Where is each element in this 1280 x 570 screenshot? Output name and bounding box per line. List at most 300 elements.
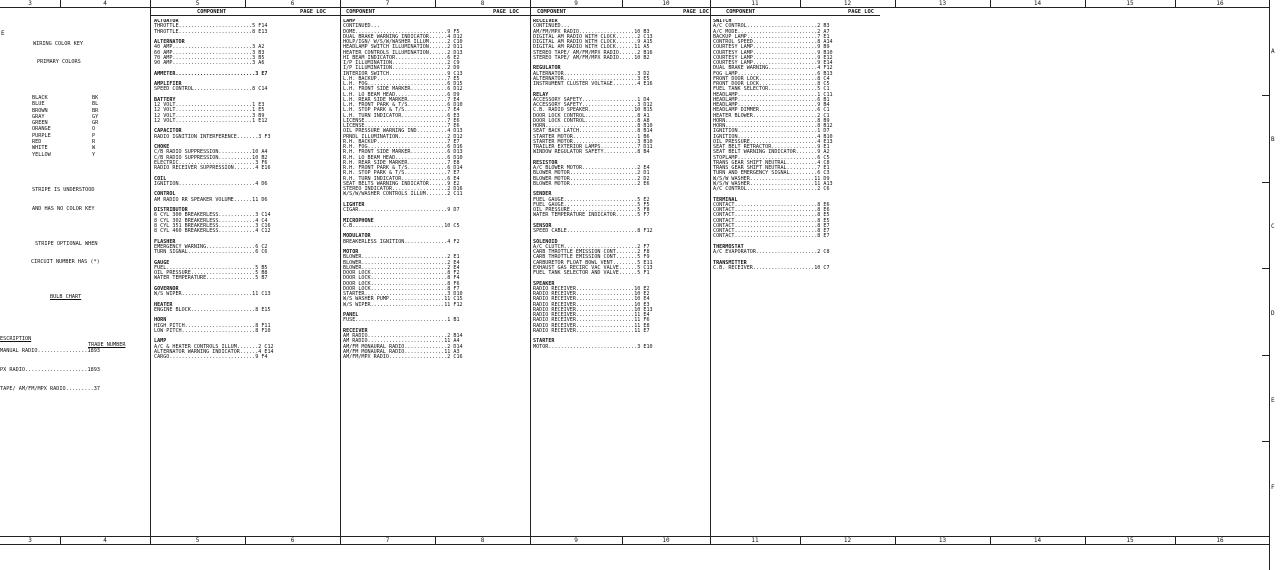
row-tick bbox=[1262, 182, 1270, 183]
index-entry: AM/FM MONAURAL RADIO.............11 A3 bbox=[343, 348, 460, 355]
grid-top-cell: 14 bbox=[1033, 0, 1042, 7]
component-heading: LIGHTER bbox=[343, 201, 365, 208]
index-entry: I/P ILLUMINATION..................2 D9 bbox=[343, 65, 460, 72]
index-entry: W/S WIPER........................11 F12 bbox=[343, 301, 463, 308]
component-heading: THERMOSTAT bbox=[713, 243, 744, 250]
index-entry: HORN..............................8 B10 bbox=[533, 123, 653, 129]
index-entry: R.H. TURN INDICATOR...............6 E4 bbox=[343, 175, 460, 182]
index-entry: DOOR LOCK.........................8 F2 bbox=[343, 270, 460, 276]
component-heading: SOLENOID bbox=[533, 238, 558, 245]
row-letter: D bbox=[1271, 310, 1275, 317]
index-entry: ALTERNATOR........................3 D2 bbox=[533, 70, 650, 77]
index-entry: RADIO RECEIVER...................11 E4 bbox=[533, 312, 650, 318]
row-tick bbox=[1262, 95, 1270, 96]
index-entry: R.H. STOP PARK & T/S..............7 E7 bbox=[343, 170, 460, 177]
component-group bbox=[154, 192, 338, 203]
legend-note: STRIPE IS UNDERSTOOD bbox=[32, 187, 95, 194]
grid-top-cell: 12 bbox=[843, 0, 852, 7]
index-entry: THROTTLE........................8 E13 bbox=[154, 28, 268, 35]
index-entry: RADIO RECEIVER...................10 E3 bbox=[533, 301, 650, 308]
grid-bottom-cell: 3 bbox=[28, 537, 32, 544]
component-heading: SWITCH bbox=[713, 19, 732, 24]
index-entry: HEADLAMP DIMMER...................6 C1 bbox=[713, 107, 830, 114]
index-entry: 12 VOLT.........................1 E3 bbox=[154, 102, 265, 108]
index-entry: W/S/W WASHER.....................11 A13 bbox=[713, 180, 833, 187]
index-entry: W/S WASHER PUMP..................11 C15 bbox=[343, 296, 463, 303]
frame-line bbox=[0, 536, 1270, 537]
index-entry: CONTINUED... bbox=[343, 23, 380, 30]
grid-line bbox=[1085, 0, 1086, 8]
index-entry: A/C CLUTCH........................2 F7 bbox=[533, 243, 650, 250]
index-entry: EXHAUST GAS RECIRC VAC VALVE......5 C13 bbox=[533, 264, 653, 271]
legend-color-code: O bbox=[92, 126, 96, 133]
index-entry: FUEL TANK SELECTOR................5 C1 bbox=[713, 86, 830, 93]
grid-top-cell: 3 bbox=[28, 0, 32, 7]
index-entry: R.H. FRONT PARK & T/S.............6 D14 bbox=[343, 165, 463, 171]
component-heading: SPEAKER bbox=[533, 280, 555, 287]
grid-top-cell: 10 bbox=[662, 0, 670, 7]
index-entry: 70 AMP..........................3 B5 bbox=[154, 54, 265, 61]
index-entry: 8 CYL 460 BREAKERLESS............4 C12 bbox=[154, 228, 271, 234]
grid-top-cell: 13 bbox=[938, 0, 947, 7]
index-entry: STEREO TAPE/ AM/FM/MPX RADIO.....10 B2 bbox=[533, 54, 650, 61]
grid-top-cell: 16 bbox=[1216, 0, 1224, 7]
legend-color-code: W bbox=[92, 145, 96, 152]
index-entry: CARBURETOR FLOAT BOWL VENT........5 E11 bbox=[533, 259, 653, 266]
grid-top-cell: 6 bbox=[290, 0, 295, 7]
index-entry: A/C CONTROL.......................2 C6 bbox=[713, 186, 830, 192]
index-entry: FUEL.............................5 B5 bbox=[154, 264, 268, 271]
index-entry: BACKUP LAMP.......................7 E1 bbox=[713, 33, 830, 40]
index-entry: RADIO IGNITION INTERFERENCE.......3 F3 bbox=[154, 133, 271, 140]
grid-bottom-cell: 9 bbox=[574, 537, 578, 544]
grid-top-cell: 8 bbox=[480, 0, 485, 7]
index-entry: 8 CYL 302 BREAKERLESS............4 C4 bbox=[154, 217, 268, 224]
grid-bottom-cell: 16 bbox=[1216, 537, 1224, 544]
index-entry: 90 AMP..........................3 A6 bbox=[154, 60, 265, 66]
index-entry: A/C & HEATER CONTROLS ILLUM.......2 C12 bbox=[154, 343, 274, 350]
index-entry: TRANS GEAR SHIFT NEUTRAL..........7 E1 bbox=[713, 165, 830, 171]
index-entry: COURTESY LAMP.....................9 B10 bbox=[713, 49, 833, 56]
index-entry: HORN..............................8 B9 bbox=[713, 117, 830, 124]
index-entry: ELECTRIC.........................3 F6 bbox=[154, 159, 268, 166]
index-entry: L.H. TURN INDICATOR...............6 E3 bbox=[343, 112, 460, 119]
index-entry: IGNITION.........................4 D6 bbox=[154, 180, 268, 187]
index-entry: RADIO RECEIVER...................10 E2 bbox=[533, 285, 650, 292]
index-entry: AM RADIO..........................2 B14 bbox=[343, 333, 463, 339]
header-rule bbox=[710, 15, 880, 16]
index-entry: IGNITION..........................1 D7 bbox=[713, 128, 830, 135]
component-group bbox=[343, 219, 528, 230]
legend-color-list bbox=[4, 95, 147, 158]
index-entry: RADIO RECEIVER...................11 E7 bbox=[533, 327, 650, 334]
component-group bbox=[713, 198, 888, 240]
grid-bottom-cell: 12 bbox=[843, 537, 852, 544]
grid-line bbox=[1085, 536, 1086, 545]
index-entry: AM RADIO.........................11 A4 bbox=[343, 338, 460, 345]
component-heading: ALTERNATOR bbox=[154, 39, 185, 45]
grid-line bbox=[1175, 0, 1176, 8]
component-heading: TERMINAL bbox=[713, 196, 738, 203]
component-group bbox=[343, 313, 528, 324]
component-heading: RELAY bbox=[533, 91, 549, 98]
grid-bottom-cell: 10 bbox=[662, 537, 670, 544]
index-entry: HIGH PITCH.......................8 F11 bbox=[154, 322, 271, 329]
index-entry: HEADLAMP..........................6 B1 bbox=[713, 96, 830, 103]
component-group bbox=[533, 19, 708, 61]
index-entry: AM/FM/MPX RADIO..................10 B3 bbox=[533, 28, 650, 35]
component-group bbox=[343, 203, 528, 214]
index-entry: FUSE..............................1 B1 bbox=[343, 317, 460, 324]
header-component: COMPONENT bbox=[537, 9, 567, 15]
index-column-1 bbox=[154, 19, 338, 534]
index-entry: BLOWER............................2 E4 bbox=[343, 259, 460, 266]
index-entry: LICENSE...........................7 E6 bbox=[343, 123, 460, 129]
index-entry: DOME..............................9 F5 bbox=[343, 28, 460, 35]
index-entry: DIGITAL AM RADIO WITH CLOCK.......2 C13 bbox=[533, 33, 653, 40]
grid-top-cell: 15 bbox=[1126, 0, 1134, 7]
index-entry: SEAT BELTS WARNING INDICATOR......9 E2 bbox=[343, 180, 460, 187]
component-heading: REGULATOR bbox=[533, 65, 561, 72]
index-entry: DIGITAL AM RADIO WITH CLOCK.......9 A15 bbox=[533, 39, 653, 45]
legend-color-name: PURPLE bbox=[32, 132, 51, 139]
grid-top-cell: 9 bbox=[574, 0, 578, 7]
index-entry: CONTACT...........................8 E6 bbox=[713, 201, 830, 208]
index-entry: CONTINUED... bbox=[533, 23, 570, 30]
index-entry: HEATER BLOWER.....................2 C1 bbox=[713, 112, 830, 119]
grid-line bbox=[622, 0, 623, 8]
index-entry: THROTTLE........................5 F14 bbox=[154, 23, 268, 30]
component-heading: SENSOR bbox=[533, 222, 552, 229]
index-entry: HOLP/IGN/ W/S/W/WASHER ILLUM......2 C10 bbox=[343, 39, 463, 45]
index-entry: OIL PRESSURE......................5 F8 bbox=[533, 207, 650, 213]
component-heading: HORN bbox=[154, 317, 167, 324]
index-entry: A/C MODE..........................2 A7 bbox=[713, 28, 830, 35]
index-entry: MOTOR.............................3 E10 bbox=[533, 343, 653, 350]
grid-top-cell: 7 bbox=[385, 0, 390, 7]
component-heading: TRANSMITTER bbox=[713, 259, 747, 266]
component-heading: SENDER bbox=[533, 191, 552, 198]
component-heading: ACTUATOR bbox=[154, 19, 179, 24]
header-component: COMPONENT bbox=[197, 9, 227, 15]
index-entry: SPEED CABLE.......................8 F12 bbox=[533, 228, 653, 234]
row-letter: A bbox=[1271, 48, 1275, 55]
index-entry: AM/FM/MPX RADIO...................2 C16 bbox=[343, 354, 463, 360]
index-entry: FOG LAMP..........................6 B13 bbox=[713, 70, 833, 77]
component-group bbox=[154, 177, 338, 188]
legend-color-name: GRAY bbox=[32, 113, 45, 120]
index-entry: CONTACT...........................8 E5 bbox=[713, 212, 830, 219]
index-entry: WATER TEMPERATURE INDICATOR.......5 F7 bbox=[533, 212, 650, 219]
bulb-col-trade-number: TRADE NUMBER bbox=[88, 341, 126, 348]
component-group bbox=[533, 66, 708, 87]
index-entry: ACCESSORY SAFETY..................1 D4 bbox=[533, 96, 650, 103]
header-page-loc: PAGE LOC bbox=[300, 9, 326, 15]
index-entry: INSTRUMENT CLUSTER VOLTAGE........4 E16 bbox=[533, 81, 653, 87]
component-heading: STARTER bbox=[533, 338, 555, 345]
component-heading: RESISTOR bbox=[533, 159, 558, 166]
index-column-4 bbox=[713, 19, 888, 534]
row-tick bbox=[1262, 355, 1270, 356]
index-entry: TRANS GEAR SHIFT NEUTRAL..........4 C8 bbox=[713, 159, 830, 166]
index-entry: DOOR LOCK.........................8 F6 bbox=[343, 280, 460, 287]
component-heading: LAMP bbox=[154, 338, 167, 345]
index-entry: 12 VOLT.........................1 E12 bbox=[154, 117, 268, 124]
index-entry: RADIO RECEIVER...................10 E4 bbox=[533, 296, 650, 303]
component-heading: RECEIVER bbox=[533, 19, 558, 24]
index-entry: R.H. REAR SIDE MARKER.............7 E8 bbox=[343, 159, 460, 166]
index-entry: DUAL BRAKE WARNING INDICATOR......4 D12 bbox=[343, 33, 463, 40]
index-entry: AM RADIO RR SPEAKER VOLUME......11 D6 bbox=[154, 196, 268, 203]
component-heading: GOVERNOR bbox=[154, 285, 179, 292]
legend-subtitle: PRIMARY COLORS bbox=[37, 59, 81, 66]
grid-line bbox=[245, 0, 246, 8]
component-group bbox=[154, 339, 338, 360]
index-entry: ACCESSORY SAFETY..................3 D12 bbox=[533, 102, 653, 108]
bulb-chart-title: BULB CHART bbox=[50, 293, 82, 300]
legend-color-code: GY bbox=[92, 113, 99, 120]
component-group bbox=[533, 224, 708, 235]
row-letter: E bbox=[1271, 397, 1275, 404]
grid-bottom-cell: 6 bbox=[290, 537, 295, 544]
index-entry: STOPLAMP..........................6 C5 bbox=[713, 154, 830, 161]
index-entry: BREAKERLESS IGNITION..............4 F2 bbox=[343, 238, 460, 245]
component-heading: MICROPHONE bbox=[343, 217, 374, 224]
legend-color-name: RED bbox=[32, 139, 42, 146]
index-entry: W/S/W WASHER.....................11 D9 bbox=[713, 175, 830, 182]
grid-line bbox=[990, 536, 991, 545]
row-letter: C bbox=[1271, 223, 1275, 230]
index-entry: R.H. LO BEAM HEAD.................6 D10 bbox=[343, 154, 463, 161]
index-entry: RADIO RECEIVER...................10 E2 bbox=[533, 291, 650, 297]
section-line bbox=[340, 0, 341, 545]
section-line bbox=[710, 0, 711, 545]
component-heading: CAPACITOR bbox=[154, 128, 182, 135]
header-component: COMPONENT bbox=[726, 9, 756, 15]
component-heading: CHOKE bbox=[154, 144, 170, 150]
index-entry: C.B..............................10 C5 bbox=[343, 222, 460, 229]
index-entry: EMERGENCY WARNING................6 C2 bbox=[154, 243, 268, 250]
component-group bbox=[154, 287, 338, 298]
index-entry: DOOR LOCK.........................8 F4 bbox=[343, 275, 460, 282]
header-page-loc: PAGE LOC bbox=[848, 9, 874, 15]
grid-bottom-cell: 5 bbox=[195, 537, 200, 544]
index-entry: C/B RADIO SUPPRESSION...........10 A4 bbox=[154, 149, 268, 156]
index-entry: CONTACT...........................8 E7 bbox=[713, 233, 830, 240]
component-group bbox=[343, 329, 528, 361]
component-group bbox=[154, 82, 338, 93]
component-heading: GAUGE bbox=[154, 259, 170, 266]
index-entry: 40 AMP..........................3 A2 bbox=[154, 44, 265, 51]
index-entry: I/P ILLUMINATION..................2 C9 bbox=[343, 60, 460, 66]
index-entry: R.H. FRONT SIDE MARKER............6 D13 bbox=[343, 149, 463, 156]
legend-color-name: GREEN bbox=[32, 120, 48, 127]
grid-bottom-cell: 14 bbox=[1033, 537, 1042, 544]
index-entry: L.H. FOG..........................6 D15 bbox=[343, 81, 463, 87]
component-group bbox=[343, 19, 528, 198]
bulb-chart-header bbox=[0, 329, 147, 348]
legend-color-name: BLUE bbox=[32, 101, 45, 108]
index-entry: CIGAR.............................9 D7 bbox=[343, 207, 460, 213]
index-entry: LICENSE...........................7 E6 bbox=[343, 117, 460, 124]
grid-bottom-cell: 4 bbox=[103, 537, 107, 544]
legend-color-row bbox=[4, 152, 147, 158]
index-entry: A/C EVAPORATOR....................2 C8 bbox=[713, 249, 830, 255]
index-entry: TURN SIGNAL......................6 C6 bbox=[154, 249, 268, 255]
legend-note: STRIPE OPTIONAL WHEN bbox=[35, 240, 98, 247]
frame-line bbox=[0, 7, 1270, 8]
index-entry: CONTACT...........................8 E7 bbox=[713, 228, 830, 234]
grid-line bbox=[800, 536, 801, 545]
index-entry: COURTESY LAMP.....................9 E12 bbox=[713, 54, 833, 61]
grid-line bbox=[245, 536, 246, 545]
bulb-col-description: ESCRIPTION bbox=[0, 335, 32, 342]
component-group bbox=[533, 282, 708, 335]
index-entry: FRONT DOOR LOCK...................8 C5 bbox=[713, 81, 830, 87]
index-entry: DUAL BRAKE WARNING................4 F12 bbox=[713, 65, 833, 72]
index-entry: L.H. STOP PARK & T/S..............7 E4 bbox=[343, 107, 460, 114]
index-entry: CONTACT...........................8 E7 bbox=[713, 222, 830, 229]
index-entry: COURTESY LAMP.....................9 E14 bbox=[713, 60, 833, 66]
index-entry: TRAILER EXTERIOR LAMPS............7 D11 bbox=[533, 144, 653, 150]
index-entry: L.H. FRONT PARK & T/S.............6 D10 bbox=[343, 102, 463, 108]
index-entry: HEATER CONTROLS ILLUMINATION......2 D13 bbox=[343, 49, 463, 56]
index-entry: RADIO RECEIVER...................11 E8 bbox=[533, 322, 650, 329]
component-heading: BATTERY bbox=[154, 96, 176, 103]
index-column-3 bbox=[533, 19, 708, 534]
index-entry: CONTACT...........................8 E5 bbox=[713, 217, 830, 224]
index-column-2 bbox=[343, 19, 528, 534]
header-page-loc: PAGE LOC bbox=[683, 9, 709, 15]
component-group bbox=[154, 303, 338, 314]
index-entry: STARTER MOTOR.....................3 B10 bbox=[533, 138, 653, 145]
index-entry: RADIO RECEIVER...................10 E13 bbox=[533, 306, 653, 313]
frame-line bbox=[0, 544, 1270, 545]
row-tick bbox=[1262, 441, 1270, 442]
index-entry: STEREO TAPE/ AM/FM/MPX RADIO......2 B16 bbox=[533, 49, 653, 56]
index-entry: 12 VOLT.........................3 B9 bbox=[154, 112, 265, 119]
index-entry: FRONT DOOR LOCK...................8 C4 bbox=[713, 75, 830, 82]
component-group bbox=[533, 161, 708, 187]
index-entry: C/B RADIO SUPPRESSION...........10 B2 bbox=[154, 154, 268, 161]
index-entry: IGNITION..........................4 B10 bbox=[713, 133, 833, 140]
legend-color-code: BL bbox=[92, 101, 99, 108]
grid-line bbox=[895, 536, 896, 545]
grid-top-cell: 5 bbox=[195, 0, 200, 7]
index-entry: SEAT BELT RETRACTOR...............9 E1 bbox=[713, 144, 830, 150]
grid-line bbox=[990, 0, 991, 8]
index-entry: RADIO RECEIVER...................11 F6 bbox=[533, 317, 650, 324]
index-entry: HEADLAMP..........................1 C11 bbox=[713, 91, 833, 98]
index-entry: A/C BLOWER MOTOR..................2 E4 bbox=[533, 165, 650, 171]
legend-color-code: R bbox=[92, 139, 96, 146]
grid-line bbox=[1175, 536, 1176, 545]
legend-color-code: BK bbox=[92, 94, 99, 101]
component-heading: LAMP bbox=[343, 19, 356, 24]
grid-bottom-cell: 8 bbox=[480, 537, 485, 544]
index-entry: AM/FM MONAURAL RADIO..............2 D14 bbox=[343, 343, 463, 350]
component-heading: MODULATOR bbox=[343, 233, 371, 240]
bulb-row: TAPE/ AM/FM/MPX RADIO.........37 bbox=[0, 386, 100, 393]
index-entry: L.H. FRONT SIDE MARKER............6 D12 bbox=[343, 86, 463, 93]
index-entry: SEAT BACK LATCH...................8 B14 bbox=[533, 128, 653, 135]
component-heading: DISTRIBUTOR bbox=[154, 207, 188, 213]
index-entry: TURN AND EMERGENCY SIGNAL.........6 C3 bbox=[713, 170, 830, 177]
index-entry: ALTERNATOR........................3 E5 bbox=[533, 75, 650, 82]
index-entry: BLOWER MOTOR......................2 D1 bbox=[533, 170, 650, 177]
legend-color-name: YELLOW bbox=[32, 151, 51, 158]
component-group bbox=[533, 240, 708, 277]
grid-top-cell: 11 bbox=[751, 0, 759, 7]
index-entry: DOOR LOCK.........................8 F7 bbox=[343, 285, 460, 292]
index-entry: BLOWER............................2 E4 bbox=[343, 264, 460, 271]
component-heading: AMPLIFIER bbox=[154, 81, 182, 87]
legend-note: CIRCUIT NUMBER HAS (*) bbox=[31, 259, 100, 266]
legend-color-code: BR bbox=[92, 107, 99, 114]
legend-color-code: GR bbox=[92, 120, 99, 127]
legend-color-name: BROWN bbox=[32, 107, 48, 114]
row-tick bbox=[1262, 268, 1270, 269]
index-entry: DIGITAL AM RADIO WITH CLOCK......11 A5 bbox=[533, 44, 650, 51]
component-group bbox=[713, 261, 888, 272]
index-entry: BLOWER MOTOR......................2 D2 bbox=[533, 175, 650, 182]
component-heading: FLASHER bbox=[154, 238, 176, 245]
component-group bbox=[343, 250, 528, 308]
index-entry: R.H. BACKUP.......................7 E7 bbox=[343, 138, 460, 145]
index-entry: HEADLAMP..........................9 B4 bbox=[713, 102, 830, 108]
index-entry: STARTER MOTOR.....................1 B6 bbox=[533, 133, 650, 140]
index-entry: LOW PITCH........................8 F10 bbox=[154, 327, 271, 334]
legend-color-code: Y bbox=[92, 151, 96, 158]
index-entry: 6 CYL 300 BREAKERLESS............3 C14 bbox=[154, 212, 271, 219]
legend-color-name: ORANGE bbox=[32, 126, 51, 133]
component-group bbox=[154, 19, 338, 35]
index-entry: R.H. FOG..........................6 D16 bbox=[343, 144, 463, 150]
legend-color-name: BLACK bbox=[32, 94, 48, 101]
component-group bbox=[154, 240, 338, 256]
component-heading: MOTOR bbox=[343, 249, 359, 255]
index-entry: HORN..............................8 B12 bbox=[713, 123, 833, 129]
index-entry: BLOWER............................2 E1 bbox=[343, 254, 460, 261]
component-group bbox=[343, 234, 528, 245]
frame-line bbox=[1269, 0, 1270, 570]
component-group bbox=[154, 40, 338, 66]
index-entry: DOOR LOCK CONTROL.................8 A8 bbox=[533, 117, 650, 124]
component-heading: RECEIVER bbox=[343, 327, 368, 334]
component-heading: HEATER bbox=[154, 301, 173, 308]
component-group bbox=[713, 245, 888, 256]
index-entry: ENGINE BLOCK.....................8 E15 bbox=[154, 306, 271, 313]
component-heading: PANEL bbox=[343, 312, 359, 318]
section-line bbox=[150, 0, 151, 545]
index-entry: C.B. RECEIVER....................10 C7 bbox=[713, 264, 830, 271]
index-entry: C.B. RADIO SPEAKER...............10 B15 bbox=[533, 107, 653, 114]
index-entry: FUEL GAUGE........................5 F5 bbox=[533, 201, 650, 208]
index-entry: CARB THROTTLE EMISSION CONT.......2 F8 bbox=[533, 249, 650, 255]
index-entry: HI BEAM INDICATOR.................6 E2 bbox=[343, 54, 460, 61]
index-entry: L.H. LO BEAM HEAD.................6 D9 bbox=[343, 91, 460, 98]
grid-line bbox=[895, 0, 896, 8]
grid-line bbox=[622, 536, 623, 545]
index-entry: CONTROL SPEED.....................8 A14 bbox=[713, 39, 833, 45]
index-entry: CONTACT...........................8 E6 bbox=[713, 207, 830, 213]
row-letter: F bbox=[1271, 484, 1275, 491]
component-group bbox=[154, 145, 338, 171]
index-entry: OIL PRESSURE.....................5 B8 bbox=[154, 270, 268, 276]
component-group bbox=[533, 192, 708, 218]
index-entry: WATER TEMPERATURE................5 B7 bbox=[154, 275, 268, 282]
legend-title: WIRING COLOR KEY bbox=[33, 40, 83, 47]
